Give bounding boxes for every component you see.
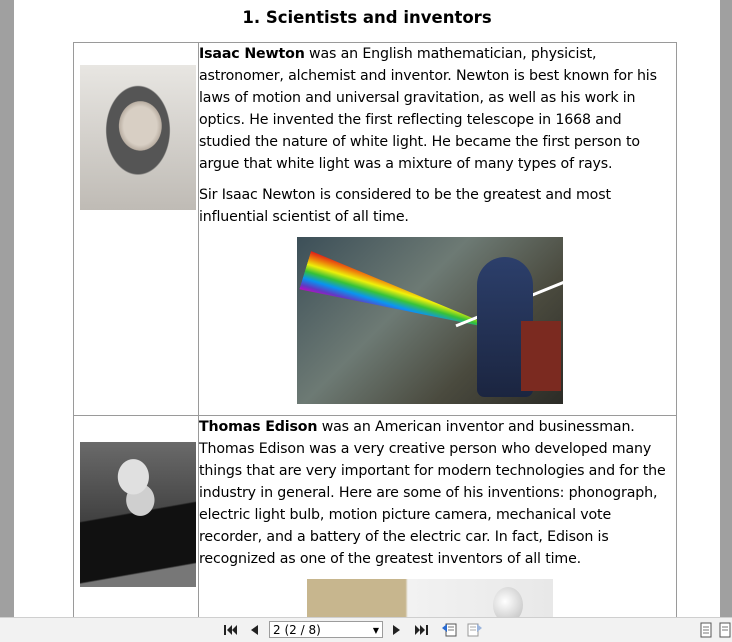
single-page-view-icon[interactable] — [699, 621, 713, 639]
first-page-icon[interactable] — [222, 621, 240, 639]
document-page — [14, 0, 720, 617]
portrait-cell — [74, 416, 199, 618]
dropdown-arrow-icon: ▼ — [372, 626, 379, 635]
page-selector-value: 2 (2 / 8) — [273, 623, 321, 637]
description-cell — [199, 416, 677, 618]
newton-portrait-image — [80, 65, 196, 210]
page-selector[interactable] — [269, 621, 383, 638]
next-page-icon[interactable] — [389, 621, 405, 639]
go-forward-icon[interactable] — [466, 621, 484, 639]
go-back-icon[interactable] — [440, 621, 458, 639]
newton-paragraph-2: Sir Isaac Newton is considered to be the greatest and most influential scientist of all time. — [199, 187, 611, 225]
portrait-cell — [74, 43, 199, 416]
table-row — [74, 43, 677, 416]
newton-paragraph-1 — [199, 43, 676, 175]
previous-page-icon[interactable] — [246, 621, 262, 639]
edison-paragraph-1 — [199, 416, 676, 570]
two-page-view-icon[interactable] — [718, 621, 732, 639]
paragraph-text: was an English mathematician, physicist, astronomer, alchemist and inventor. Newton is best known for his laws of motion and universal gravitation, as well as his work in optics. He invented the first reflecting telescope in 1668 and studied the nature of white light. He became the first person to argue that white light was a mixture of many types of rays. — [199, 46, 657, 172]
chair — [521, 321, 561, 391]
navigation-toolbar — [0, 617, 732, 642]
description-cell — [199, 43, 677, 416]
newton-prism-illustration — [297, 237, 563, 404]
last-page-icon[interactable] — [412, 621, 430, 639]
scientist-name: Thomas Edison — [199, 419, 318, 435]
scientist-name: Isaac Newton — [199, 46, 305, 62]
edison-inventions-illustration — [307, 579, 553, 617]
paragraph-text: was an American inventor and businessman. Thomas Edison was a very creative person who developed many things that are very important for modern technologies and for the industry in general. Here are some of his inventions: phonograph, electric light bulb, motion picture camera, mechanical vote recorder, and a battery of the electric car. In fact, Edison is recognized as one of the greatest inventors of all time. — [199, 419, 666, 567]
light-bulb — [493, 587, 523, 617]
scientists-table — [73, 42, 677, 617]
page-title: 1. Scientists and inventors — [242, 8, 492, 27]
table-row — [74, 416, 677, 618]
rainbow-beam — [299, 251, 489, 344]
edison-portrait-image — [80, 442, 196, 587]
